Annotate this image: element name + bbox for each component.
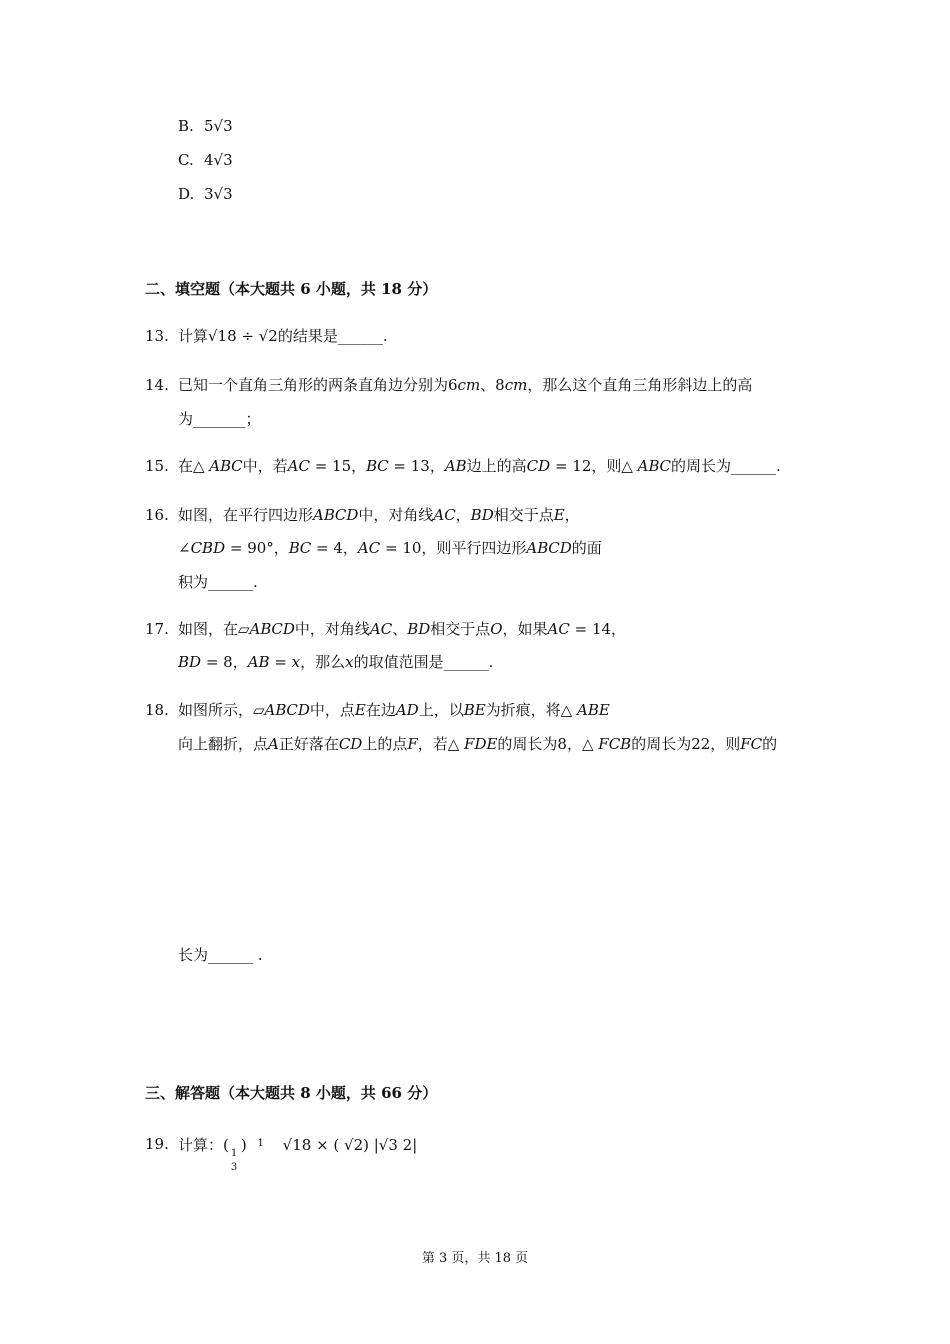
q19-close-paren: ): [240, 1136, 247, 1154]
question-18-line1: 如图所示，▱𝐴𝐵𝐶𝐷中，点𝐸在边𝐴𝐷上，以𝐵𝐸为折痕，将△ 𝐴𝐵𝐸: [178, 701, 610, 719]
option-d: [178, 184, 233, 204]
question-16-line1: 如图，在平行四边形𝐴𝐵𝐶𝐷中，对角线𝐴𝐶，𝐵𝐷相交于点𝐸，: [178, 506, 580, 524]
option-label: B.: [178, 117, 194, 135]
question-19-text: [178, 1134, 418, 1173]
question-number: 13.: [145, 327, 169, 345]
option-label: D.: [178, 185, 195, 203]
question-18-line2: 向上翻折，点𝐴正好落在𝐶𝐷上的点𝐹，若△ 𝐹𝐷𝐸的周长为8，△ 𝐹𝐶𝐵的周长为22，则𝐹𝐶的: [178, 735, 778, 753]
question-number: 19.: [145, 1135, 169, 1153]
section-heading-fill-in: 二、填空题（本大题共 6 小题，共 18 分）: [145, 280, 438, 298]
question-number: 16.: [145, 506, 169, 524]
question-number: 14.: [145, 376, 169, 394]
option-text: 3√3: [204, 185, 233, 203]
question-16-line2: ∠𝐶𝐵𝐷 = 90°，𝐵𝐶 = 4，𝐴𝐶 = 10，则平行四边形𝐴𝐵𝐶𝐷的面: [178, 539, 602, 557]
question-number: 18.: [145, 701, 169, 719]
section-heading-answer: 三、解答题（本大题共 8 小题，共 66 分）: [145, 1084, 438, 1102]
question-13-text: 计算√18 ÷ √2的结果是______.: [178, 327, 388, 345]
question-number: 15.: [145, 457, 169, 475]
option-b: [178, 116, 233, 136]
q19-prefix: 计算：(: [178, 1136, 229, 1154]
question-14-line2: 为_______；: [178, 410, 261, 428]
question-14-line1: 已知一个直角三角形的两条直角边分别为6𝑐𝑚、8𝑐𝑚，那么这个直角三角形斜边上的高: [178, 376, 753, 394]
q19-exponent: 1: [257, 1138, 264, 1149]
option-c: [178, 150, 233, 170]
fraction-numerator: 1: [230, 1148, 238, 1159]
question-16-line3: 积为______.: [178, 573, 258, 591]
fraction-denominator: 3: [230, 1162, 238, 1173]
question-number: 17.: [145, 620, 169, 638]
question-17-line2: 𝐵𝐷 = 8，𝐴𝐵 = 𝑥，那么𝑥的取值范围是______.: [178, 653, 494, 671]
q19-rest: √18 × ( √2) |√3 2|: [282, 1136, 418, 1154]
page-footer: 第 3 页，共 18 页: [421, 1251, 529, 1266]
question-15-text: 在△ 𝐴𝐵𝐶中，若𝐴𝐶 = 15，𝐵𝐶 = 13，𝐴𝐵边上的高𝐶𝐷 = 12，则△ 𝐴𝐵𝐶的周长为______.: [178, 457, 781, 475]
question-17-line1: 如图，在▱𝐴𝐵𝐶𝐷中，对角线𝐴𝐶、𝐵𝐷相交于点𝑂，如果𝐴𝐶 = 14，: [178, 620, 627, 638]
question-18-line3: 长为______ .: [178, 946, 263, 964]
option-label: C.: [178, 151, 194, 169]
option-text: 4√3: [204, 151, 233, 169]
option-text: 5√3: [204, 117, 233, 135]
